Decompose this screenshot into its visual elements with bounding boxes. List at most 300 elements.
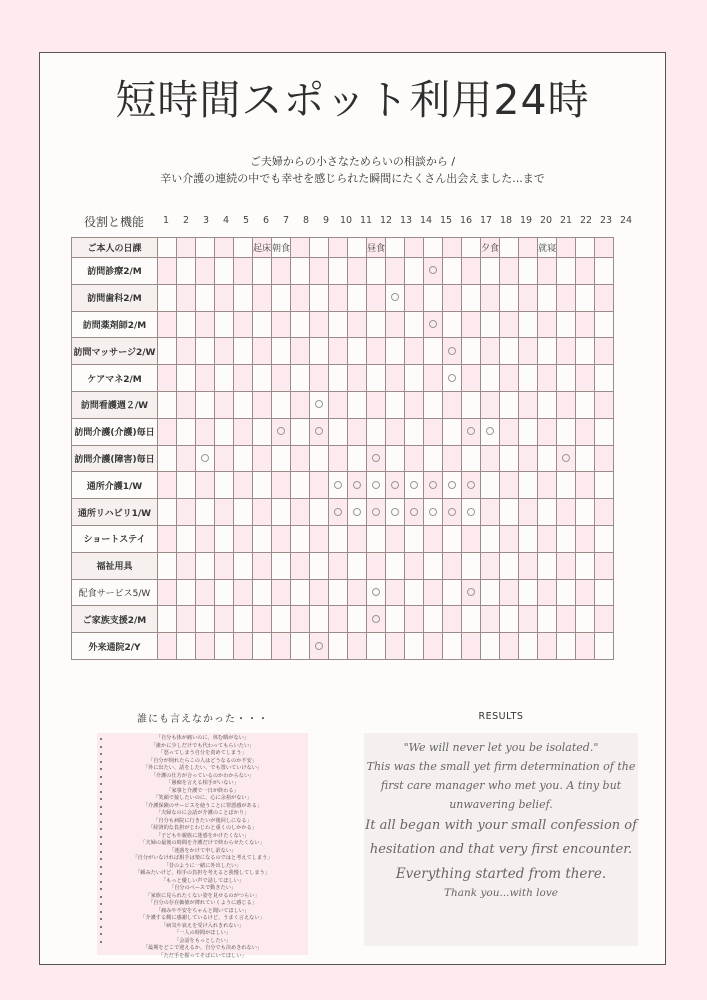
hour-cell xyxy=(348,311,367,338)
hour-cell xyxy=(386,445,405,472)
service-row xyxy=(72,579,614,606)
hour-cell xyxy=(519,311,538,338)
row-label: ショートステイ xyxy=(72,525,158,552)
bullet-icon xyxy=(100,911,102,913)
bullet-icon xyxy=(100,791,102,793)
hour-cell xyxy=(329,284,348,311)
voice-text: 「会話をもっとしたい」 xyxy=(173,937,232,944)
hour-cell xyxy=(519,606,538,633)
circle-mark-icon xyxy=(429,508,437,516)
service-row xyxy=(72,338,614,365)
hour-cell xyxy=(158,284,177,311)
hour-cell xyxy=(595,311,614,338)
voice-item xyxy=(97,840,308,848)
hour-cell xyxy=(481,499,500,526)
circle-mark-icon xyxy=(467,481,475,489)
role-header: 役割と機能 xyxy=(84,215,145,229)
hour-cell xyxy=(538,311,557,338)
service-row xyxy=(72,606,614,633)
hour-cell xyxy=(405,418,424,445)
hour-cell xyxy=(253,633,272,660)
hour-cell xyxy=(481,311,500,338)
hour-cell xyxy=(272,633,291,660)
hour-cell xyxy=(291,499,310,526)
hour-cell xyxy=(557,606,576,633)
voice-item xyxy=(97,848,308,856)
hour-cell xyxy=(291,238,310,258)
hour-cell xyxy=(234,311,253,338)
hour-cell xyxy=(519,445,538,472)
hour-cell xyxy=(519,633,538,660)
hour-cell xyxy=(462,525,481,552)
hour-cell xyxy=(177,552,196,579)
voice-text: 「家族に見られたくない姿を見せるのがつらい」 xyxy=(145,892,260,899)
voice-item xyxy=(97,833,308,841)
hour-cell xyxy=(348,365,367,392)
bullet-icon xyxy=(100,926,102,928)
hour-cell xyxy=(253,238,272,258)
hour-cell xyxy=(462,552,481,579)
hour-cell xyxy=(595,552,614,579)
hour-cell xyxy=(158,633,177,660)
hour-cell xyxy=(538,472,557,499)
hour-cell xyxy=(348,552,367,579)
hour-cell xyxy=(538,606,557,633)
hour-label: 4 xyxy=(222,215,230,226)
hour-cell xyxy=(519,238,538,258)
bullet-icon xyxy=(100,746,102,748)
circle-mark-icon xyxy=(353,508,361,516)
hour-cell xyxy=(576,579,595,606)
circle-mark-icon xyxy=(562,454,570,462)
hour-label: 17 xyxy=(479,215,493,226)
circle-mark-icon xyxy=(467,508,475,516)
hour-cell xyxy=(462,445,481,472)
hour-label: 8 xyxy=(302,215,310,226)
bullet-icon xyxy=(100,896,102,898)
hour-cell xyxy=(367,445,386,472)
voice-item xyxy=(97,743,308,751)
row-label: 訪問マッサージ2/W xyxy=(72,338,158,365)
hour-cell xyxy=(443,284,462,311)
schedule-table xyxy=(71,237,614,660)
hour-cell xyxy=(538,391,557,418)
hour-cell xyxy=(595,606,614,633)
hour-cell xyxy=(576,391,595,418)
hour-cell xyxy=(386,418,405,445)
hour-cell xyxy=(405,311,424,338)
hour-cell xyxy=(424,284,443,311)
voice-text: 「自分のペースで動きたい」 xyxy=(168,885,237,891)
voice-text: 「頼みたいけど、相手の負担を考えると我慢してしまう」 xyxy=(135,870,270,876)
hour-cell xyxy=(500,338,519,365)
hour-cell xyxy=(196,365,215,392)
hour-cell xyxy=(405,525,424,552)
voice-text: 「自分も病院に行きたいが後回しになる」 xyxy=(153,817,252,824)
hour-cell xyxy=(348,238,367,258)
hour-cell xyxy=(557,391,576,418)
hour-cell xyxy=(196,606,215,633)
service-row xyxy=(72,284,614,311)
hour-cell xyxy=(481,633,500,660)
hour-cell xyxy=(424,258,443,285)
hour-cell xyxy=(519,418,538,445)
hour-cell xyxy=(462,338,481,365)
hour-cell xyxy=(481,472,500,499)
hour-cell xyxy=(177,579,196,606)
hour-cell xyxy=(291,633,310,660)
service-row xyxy=(72,633,614,660)
hour-cell xyxy=(310,365,329,392)
hour-cell xyxy=(234,338,253,365)
hour-cell xyxy=(234,365,253,392)
row-label: 配食サービス5/W xyxy=(72,579,158,606)
hour-cell xyxy=(500,284,519,311)
hour-cell xyxy=(481,525,500,552)
hour-cell xyxy=(234,418,253,445)
voice-text: 「自分が倒れたらこの人はどうなるのか不安」 xyxy=(148,757,257,764)
voice-item xyxy=(97,758,308,766)
hour-cell xyxy=(234,445,253,472)
circle-mark-icon xyxy=(448,481,456,489)
hour-cell xyxy=(576,418,595,445)
hour-cell xyxy=(386,552,405,579)
circle-mark-icon xyxy=(410,481,418,489)
hour-cell xyxy=(272,238,291,258)
row-label: 訪問看護週２/W xyxy=(72,391,158,418)
voice-text: 「もっと優しい声で話してほしい」 xyxy=(160,877,244,884)
results-signoff: Thank you...with love xyxy=(443,887,558,899)
hour-cell xyxy=(367,311,386,338)
hour-cell xyxy=(424,633,443,660)
hour-cell xyxy=(500,499,519,526)
hour-cell xyxy=(405,391,424,418)
hour-cell xyxy=(443,499,462,526)
hour-label: 22 xyxy=(579,215,593,226)
hour-label: 13 xyxy=(399,215,413,226)
hour-cell xyxy=(595,579,614,606)
hour-cell xyxy=(272,499,291,526)
service-row xyxy=(72,445,614,472)
hour-cell xyxy=(595,633,614,660)
hour-label: 9 xyxy=(322,215,330,226)
hour-cell xyxy=(481,418,500,445)
voice-item xyxy=(97,788,308,796)
hour-cell xyxy=(405,445,424,472)
row-label: 通所介護1/W xyxy=(72,472,158,499)
service-row xyxy=(72,258,614,285)
circle-mark-icon xyxy=(334,481,342,489)
voice-item xyxy=(97,900,308,908)
circle-mark-icon xyxy=(315,427,323,435)
hour-cell xyxy=(348,418,367,445)
hour-label: 6 xyxy=(262,215,270,226)
hour-cell xyxy=(481,284,500,311)
bullet-icon xyxy=(100,851,102,853)
hour-cell xyxy=(348,525,367,552)
voice-item xyxy=(97,915,308,923)
service-row xyxy=(72,552,614,579)
routine-event: 朝食 xyxy=(272,244,291,254)
voice-text: 「病気や衰えを受け入れきれない」 xyxy=(160,922,244,929)
hour-cell xyxy=(272,472,291,499)
hour-cell xyxy=(158,579,177,606)
results-determination: This was the small yet firm determination of the first care manager who met you. A tiny but unwavering belief. xyxy=(366,760,636,811)
bullet-icon xyxy=(100,768,102,770)
hour-cell xyxy=(481,445,500,472)
hour-cell xyxy=(538,284,557,311)
hour-cell xyxy=(158,311,177,338)
hour-cell xyxy=(557,311,576,338)
hour-cell xyxy=(310,552,329,579)
hour-cell xyxy=(481,338,500,365)
row-label: ご家族支援2/M xyxy=(72,606,158,633)
hour-cell xyxy=(234,391,253,418)
results-quote: "We will never let you be isolated." xyxy=(403,741,599,754)
hour-cell xyxy=(196,238,215,258)
hour-cell xyxy=(519,525,538,552)
hour-label: 23 xyxy=(599,215,613,226)
hour-cell xyxy=(519,284,538,311)
hour-cell xyxy=(196,445,215,472)
voice-text: 「自分がいなければ相手は楽になるのではと考えてしまう」 xyxy=(132,855,273,861)
hour-cell xyxy=(424,525,443,552)
page-title: 短時間スポット利用24時 xyxy=(115,76,590,124)
hour-cell xyxy=(481,238,500,258)
hour-cell xyxy=(557,499,576,526)
hour-cell xyxy=(424,365,443,392)
hour-cell xyxy=(386,258,405,285)
circle-mark-icon xyxy=(448,347,456,355)
hour-label: 24 xyxy=(619,215,633,226)
hour-cell xyxy=(538,338,557,365)
circle-mark-icon xyxy=(391,508,399,516)
hour-cell xyxy=(386,633,405,660)
hour-cell xyxy=(443,365,462,392)
hour-cell xyxy=(310,311,329,338)
hour-cell xyxy=(177,606,196,633)
circle-mark-icon xyxy=(448,374,456,382)
voice-text: 「愚痴を言える相手がいない」 xyxy=(166,780,239,786)
hour-cell xyxy=(576,499,595,526)
hour-cell xyxy=(234,579,253,606)
hour-cell xyxy=(348,606,367,633)
document-page xyxy=(39,52,666,965)
hour-cell xyxy=(481,606,500,633)
voice-text: 「痛みや不安をちゃんと聞いてほしい」 xyxy=(155,907,250,914)
hour-cell xyxy=(443,633,462,660)
hour-cell xyxy=(538,633,557,660)
voices-list xyxy=(97,733,308,960)
hour-cell xyxy=(462,606,481,633)
hour-cell xyxy=(253,365,272,392)
hour-cell xyxy=(462,365,481,392)
hour-cell xyxy=(177,499,196,526)
hour-cell xyxy=(253,472,272,499)
hour-cell xyxy=(253,338,272,365)
hour-cell xyxy=(272,338,291,365)
voice-text: 「子どもや親族に迷惑をかけたくない」 xyxy=(155,832,250,839)
hour-cell xyxy=(215,365,234,392)
hour-cell xyxy=(158,418,177,445)
hour-cell xyxy=(386,606,405,633)
hour-cell xyxy=(215,284,234,311)
voice-item xyxy=(97,930,308,938)
hour-cell xyxy=(519,552,538,579)
hour-cell xyxy=(196,472,215,499)
hour-cell xyxy=(595,391,614,418)
voice-text: 「笑顔で接したいのに、心に余裕がない」 xyxy=(153,795,252,801)
hour-cell xyxy=(253,499,272,526)
hour-cell xyxy=(329,365,348,392)
voice-text: 「介護する側に感謝しているけど、うまく言えない」 xyxy=(140,915,265,921)
hour-cell xyxy=(462,311,481,338)
hour-cell xyxy=(595,445,614,472)
bullet-icon xyxy=(100,738,102,740)
hour-cell xyxy=(557,284,576,311)
bullet-icon xyxy=(100,806,102,808)
voice-text: 「迷惑をかけて申し訳ない」 xyxy=(168,847,237,854)
hour-cell xyxy=(443,418,462,445)
hour-cell xyxy=(177,258,196,285)
hour-cell xyxy=(405,338,424,365)
voices-title: 誰にも言えなかった・・・ xyxy=(137,714,269,725)
hour-cell xyxy=(538,238,557,258)
hour-cell xyxy=(443,258,462,285)
voice-text: 「経済的な負担がじわじわと重くのしかかる」 xyxy=(148,825,257,831)
voice-text: 「最期をどこで迎えるか、自分でも決めきれない」 xyxy=(142,945,263,951)
circle-mark-icon xyxy=(372,481,380,489)
hour-cell xyxy=(215,525,234,552)
hour-cell xyxy=(177,284,196,311)
service-row xyxy=(72,311,614,338)
hour-cell xyxy=(538,499,557,526)
hour-cell xyxy=(557,238,576,258)
hour-cell xyxy=(272,311,291,338)
hour-cell xyxy=(215,633,234,660)
hour-cell xyxy=(443,525,462,552)
results-title: RESULTS xyxy=(478,711,524,722)
circle-mark-icon xyxy=(334,508,342,516)
hour-cell xyxy=(291,365,310,392)
voice-text: 「家事と介護で一日が終わる」 xyxy=(166,787,239,794)
hour-cell xyxy=(234,238,253,258)
hour-cell xyxy=(424,338,443,365)
hour-cell xyxy=(595,258,614,285)
row-label: 訪問介護(介護)毎日 xyxy=(72,418,158,445)
voice-text: 「自分の存在価値が薄れていくように感じる」 xyxy=(148,900,257,906)
hour-cell xyxy=(424,579,443,606)
hour-cell xyxy=(310,238,329,258)
hour-cell xyxy=(519,338,538,365)
hour-cell xyxy=(538,552,557,579)
hour-cell xyxy=(462,633,481,660)
bullet-icon xyxy=(100,918,102,920)
hour-cell xyxy=(177,472,196,499)
hour-cell xyxy=(329,633,348,660)
hour-cell xyxy=(595,238,614,258)
hour-cell xyxy=(177,338,196,365)
hour-cell xyxy=(367,258,386,285)
subtitle xyxy=(40,153,665,187)
circle-mark-icon xyxy=(429,320,437,328)
hour-cell xyxy=(310,284,329,311)
bullet-icon xyxy=(100,783,102,785)
row-label: ケアマネ2/M xyxy=(72,365,158,392)
hour-cell xyxy=(576,284,595,311)
voice-item xyxy=(97,893,308,901)
hour-cell xyxy=(500,391,519,418)
hour-cell xyxy=(443,472,462,499)
hour-cell xyxy=(310,258,329,285)
hour-cell xyxy=(557,579,576,606)
hour-cell xyxy=(348,258,367,285)
hour-cell xyxy=(215,238,234,258)
hour-cell xyxy=(481,365,500,392)
service-row xyxy=(72,391,614,418)
voice-text: 「外に出たい、話をしたい、でも置いていけない」 xyxy=(142,765,263,771)
routine-event: 就寝 xyxy=(538,244,557,254)
hour-cell xyxy=(253,284,272,311)
hour-cell xyxy=(234,525,253,552)
hour-cell xyxy=(196,579,215,606)
subtitle-line-1: ご夫婦からの小さなためらいの相談から / xyxy=(249,155,456,168)
hour-cell xyxy=(595,338,614,365)
hour-header xyxy=(72,215,668,231)
circle-mark-icon xyxy=(372,588,380,596)
hour-cell xyxy=(367,633,386,660)
hour-cell xyxy=(576,606,595,633)
hour-cell xyxy=(557,552,576,579)
hour-cell xyxy=(519,391,538,418)
hour-cell xyxy=(367,552,386,579)
hour-cell xyxy=(405,633,424,660)
hour-cell xyxy=(234,472,253,499)
voice-item xyxy=(97,908,308,916)
voice-item xyxy=(97,750,308,758)
hour-cell xyxy=(443,445,462,472)
hour-cell xyxy=(462,238,481,258)
hour-cell xyxy=(348,633,367,660)
voice-item xyxy=(97,870,308,878)
hour-cell xyxy=(500,552,519,579)
hour-cell xyxy=(158,472,177,499)
hour-cell xyxy=(272,365,291,392)
bullet-icon xyxy=(100,866,102,868)
hour-cell xyxy=(424,445,443,472)
hour-cell xyxy=(538,258,557,285)
hour-cell xyxy=(405,579,424,606)
hour-cell xyxy=(177,311,196,338)
hour-cell xyxy=(253,418,272,445)
hour-cell xyxy=(329,311,348,338)
hour-cell xyxy=(291,284,310,311)
row-label: 福祉用具 xyxy=(72,552,158,579)
circle-mark-icon xyxy=(315,400,323,408)
hour-cell xyxy=(424,499,443,526)
bullet-icon xyxy=(100,933,102,935)
circle-mark-icon xyxy=(315,642,323,650)
row-label: 訪問介護(障害)毎日 xyxy=(72,445,158,472)
hour-cell xyxy=(177,418,196,445)
hour-cell xyxy=(500,418,519,445)
hour-cell xyxy=(481,579,500,606)
hour-cell xyxy=(272,552,291,579)
hour-cell xyxy=(367,238,386,258)
voice-item xyxy=(97,803,308,811)
hour-cell xyxy=(443,311,462,338)
hour-cell xyxy=(386,338,405,365)
